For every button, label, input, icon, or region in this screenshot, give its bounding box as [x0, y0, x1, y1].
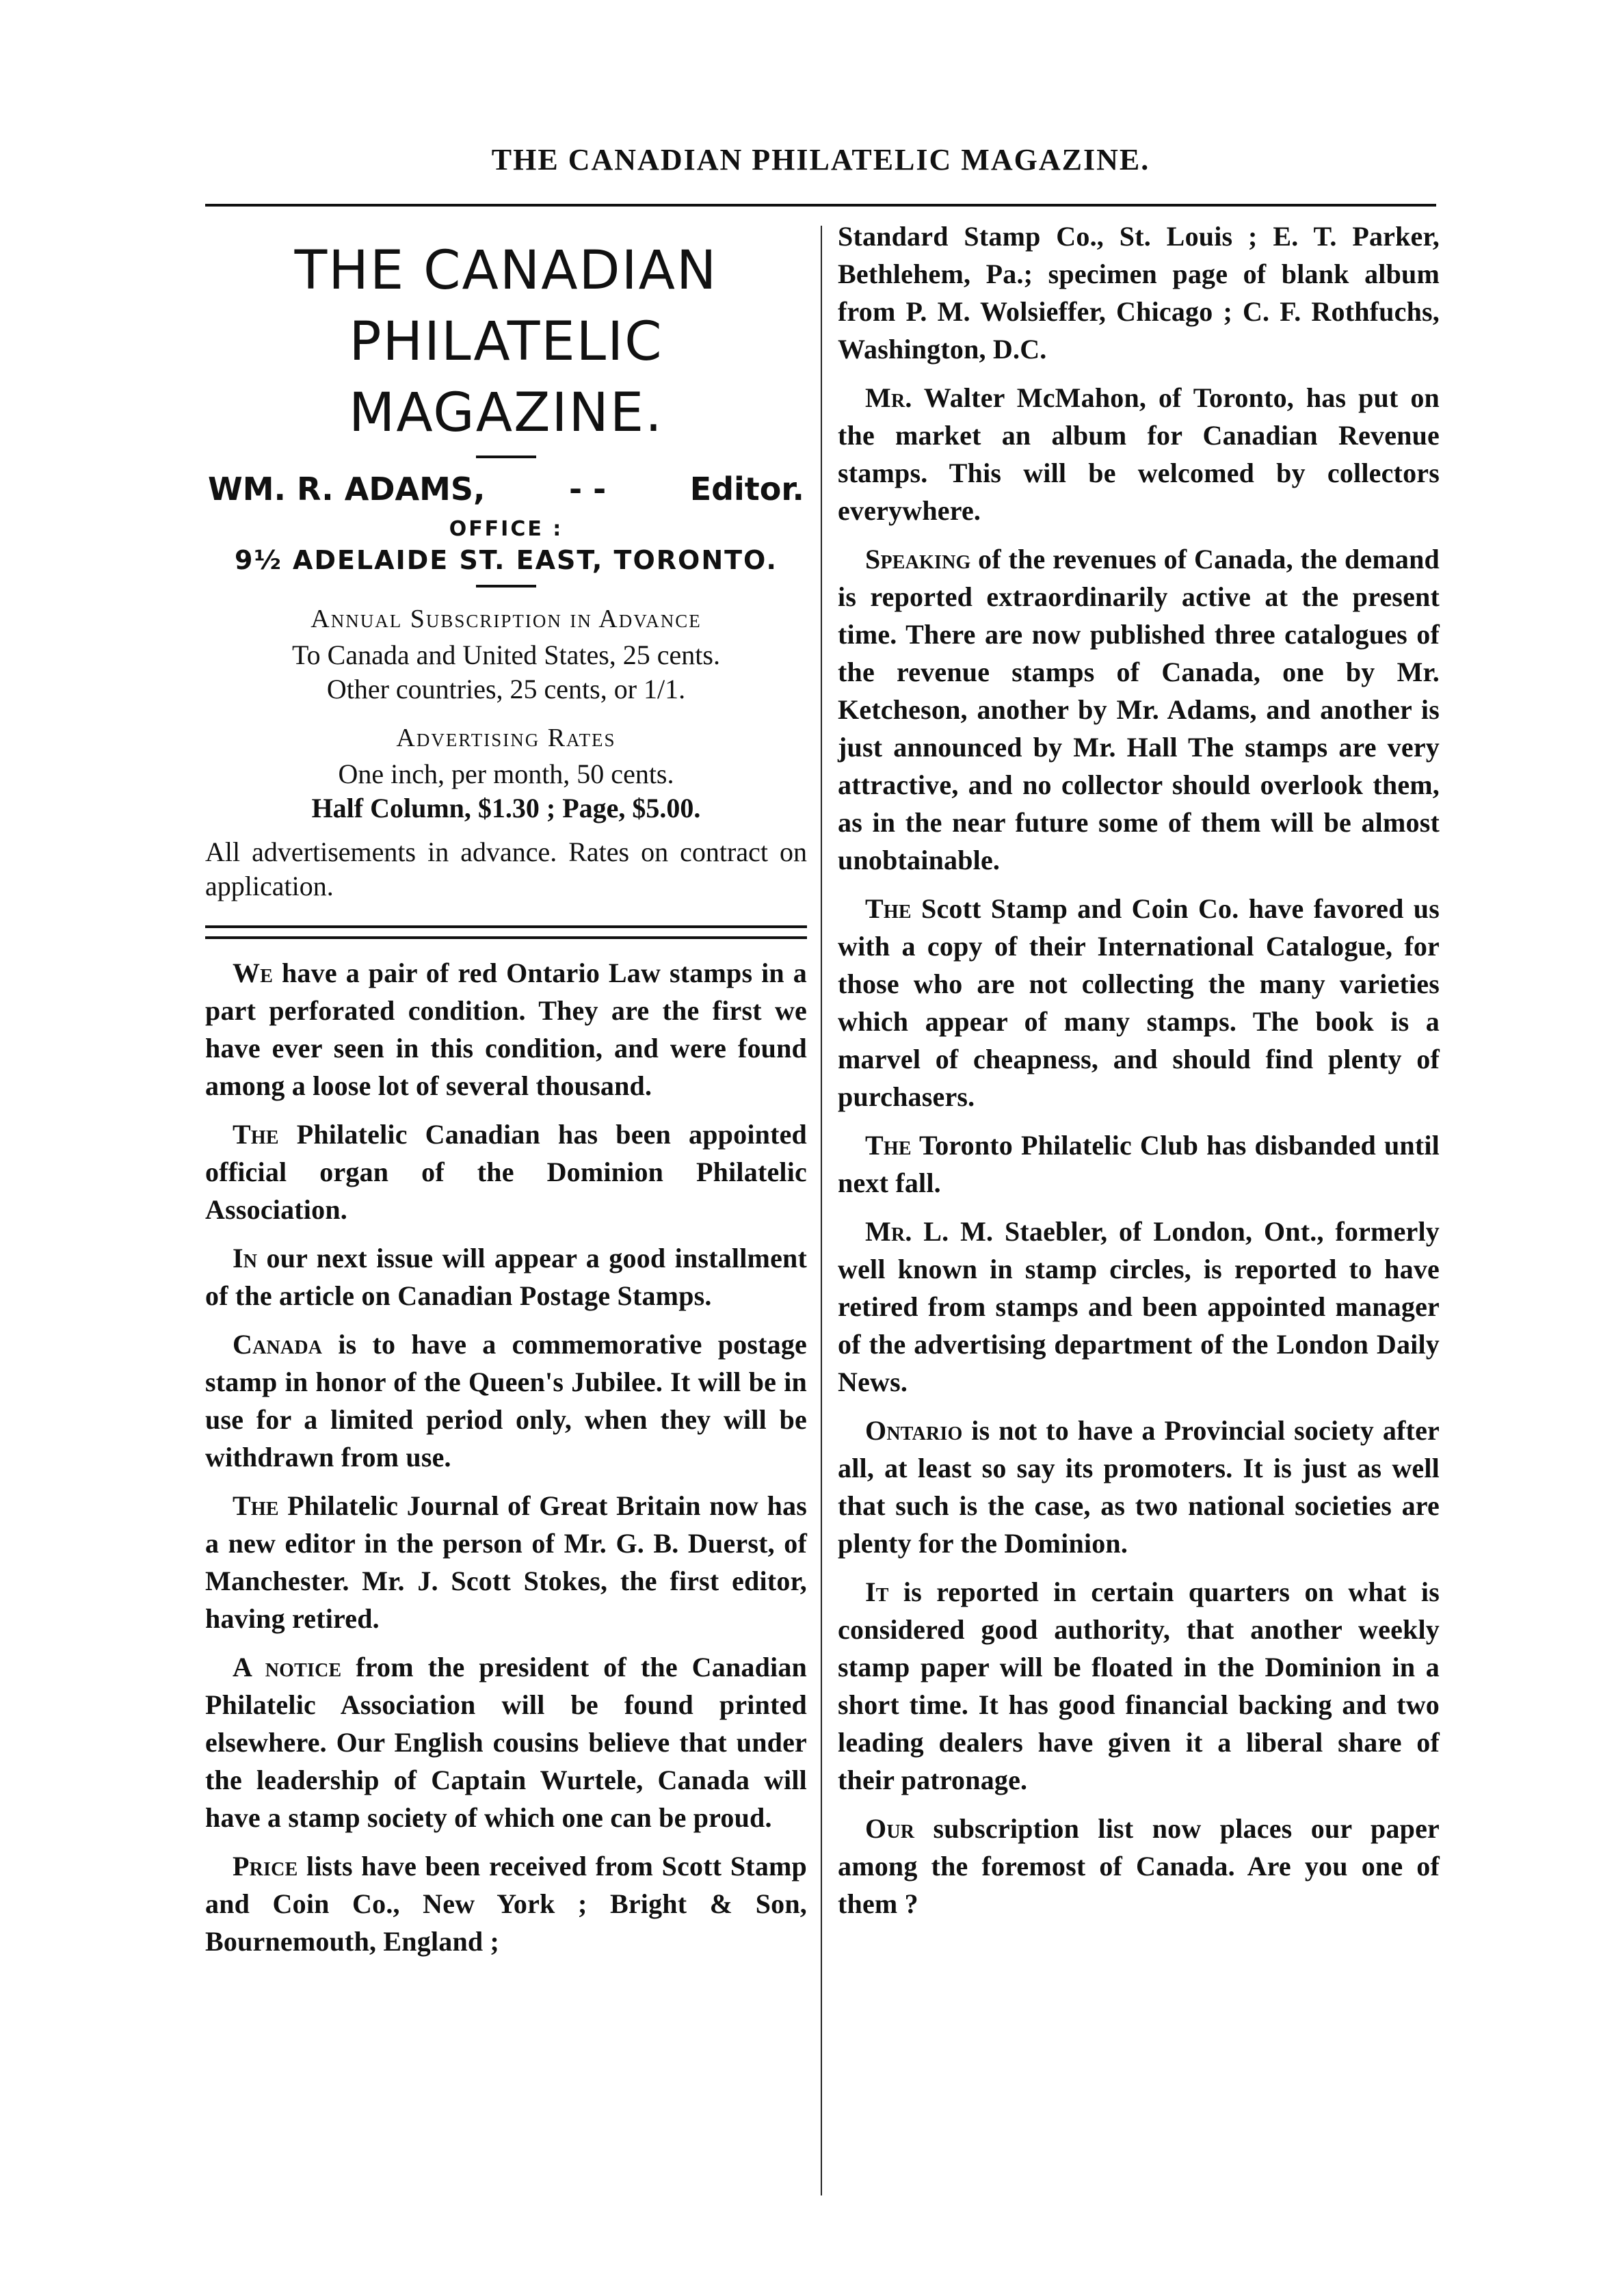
- paragraph-lead-word: Canada: [233, 1329, 323, 1360]
- paragraph-lead-word: Speaking: [865, 544, 971, 575]
- paragraph-text: from the president of the Canadian Philatelic Association will be found printed elsewhere. Our English cousins believe that under the leadership of Captain Wurtele, Canada will have a stamp society of which one can be proud.: [205, 1652, 807, 1833]
- paragraph-lead-word: Ontario: [865, 1415, 963, 1446]
- column-divider: [821, 226, 822, 2195]
- paragraph-text: Walter McMahon, of Toronto, has put on the market an album for Canadian Revenue stamps. This will be welcomed by collectors everywhere.: [838, 382, 1440, 526]
- paragraph-text: our next issue will appear a good installment of the article on Canadian Postage Stamps.: [205, 1243, 807, 1311]
- paragraph-lead-word: Mr.: [865, 382, 912, 413]
- news-paragraph: [205, 1325, 807, 1476]
- paragraph-lead-word: A notice: [233, 1652, 342, 1683]
- paragraph-text: Standard Stamp Co., St. Louis ; E. T. Parker, Bethlehem, Pa.; specimen page of blank album from P. M. Wolsieffer, Chicago ; C. F. Rothfuchs, Washington, D.C.: [838, 221, 1440, 365]
- news-paragraph: [838, 1412, 1440, 1562]
- paragraph-text: of the revenues of Canada, the demand is reported extraordinarily active at the present time. There are now published three catalogues of the revenue stamps of Canada, one by Mr. Ketcheson, another by Mr. Adams, and another is just announced by Mr. Hall The stamps are very attractive, and no collector should overlook them, as in the near future some of them will be almost unobtainable.: [838, 544, 1440, 875]
- paragraph-text: L. M. Staebler, of London, Ont., formerly well known in stamp circles, is reported to have retired from stamps and been appointed manager of the advertising department of the London Daily News.: [838, 1216, 1440, 1397]
- masthead-rule: [476, 456, 536, 458]
- paragraph-lead-word: The: [865, 893, 912, 924]
- paragraph-lead-word: The: [233, 1490, 279, 1521]
- editor-role: Editor.: [689, 471, 804, 507]
- news-paragraph: [838, 540, 1440, 879]
- paragraph-text: is not to have a Provincial society after all, at least so say its promoters. It is just as well that such is the case, as two national societies are plenty for the Dominion.: [838, 1415, 1440, 1559]
- paragraph-lead-word: It: [865, 1576, 889, 1607]
- paragraph-lead-word: Mr.: [865, 1216, 912, 1247]
- right-column: [838, 217, 1440, 1934]
- paragraph-lead-word: Our: [865, 1813, 915, 1844]
- advertising-line-2: Half Column, $1.30 ; Page, $5.00.: [311, 793, 701, 823]
- office-label: OFFICE :: [449, 517, 564, 541]
- news-paragraph: [205, 1116, 807, 1228]
- address-rule: [476, 585, 536, 588]
- masthead-title: [205, 235, 807, 449]
- news-paragraph: [205, 954, 807, 1105]
- paragraph-text: is to have a commemorative postage stamp in honor of the Queen's Jubilee. It will be in use for a limited period only, when they will be withdrawn from use.: [205, 1329, 807, 1473]
- editor-line: [208, 471, 804, 507]
- news-paragraph: [838, 890, 1440, 1116]
- masthead-title-line2: PHILATELIC MAGAZINE.: [349, 311, 663, 444]
- advertising-note: All advertisements in advance. Rates on contract on application.: [205, 836, 807, 901]
- left-column-paragraphs: [205, 954, 807, 1960]
- news-paragraph: [205, 1648, 807, 1836]
- paragraph-text: is reported in certain quarters on what is considered good authority, that another weekly stamp paper will be floated in the Dominion in a short time. It has good financial backing and two leading dealers have given it a liberal share of their patronage.: [838, 1576, 1440, 1795]
- subscription-heading: Annual Subscription in Advance: [310, 605, 702, 633]
- paragraph-lead-word: Price: [233, 1851, 298, 1882]
- left-column: [205, 217, 807, 1971]
- advertising-line-1: One inch, per month, 50 cents.: [338, 758, 674, 789]
- paragraph-text: Philatelic Journal of Great Britain now has a new editor in the person of Mr. G. B. Duerst, of Manchester. Mr. J. Scott Stokes, the first editor, having retired.: [205, 1490, 807, 1634]
- news-paragraph: [205, 1847, 807, 1960]
- advertising-heading: Advertising Rates: [396, 724, 616, 752]
- subscription-line-1: To Canada and United States, 25 cents.: [292, 639, 720, 670]
- paragraph-lead-word: The: [865, 1130, 912, 1161]
- news-paragraph: [838, 379, 1440, 529]
- news-paragraph: [838, 1126, 1440, 1202]
- paragraph-text: lists have been received from Scott Stamp and Coin Co., New York ; Bright & Son, Bournemouth, England ;: [205, 1851, 807, 1957]
- subscription-line-2: Other countries, 25 cents, or 1/1.: [326, 674, 686, 704]
- paragraph-text: have a pair of red Ontario Law stamps in a part perforated condition. They are the first we have ever seen in this condition, and were found among a loose lot of several thousand.: [205, 958, 807, 1101]
- header-rule: [205, 204, 1436, 207]
- editor-name: WM. R. ADAMS,: [208, 471, 486, 507]
- paragraph-lead-word: In: [233, 1243, 258, 1274]
- paragraph-lead-word: The: [233, 1119, 279, 1150]
- news-paragraph: [205, 1239, 807, 1315]
- news-paragraph: [838, 217, 1440, 368]
- paragraph-text: Toronto Philatelic Club has disbanded until next fall.: [838, 1130, 1440, 1198]
- masthead-double-rule: [205, 925, 807, 939]
- paragraph-text: subscription list now places our paper among the foremost of Canada. Are you one of them ?: [838, 1813, 1440, 1919]
- running-head: THE CANADIAN PHILATELIC MAGAZINE.: [491, 143, 1150, 176]
- paragraph-text: Philatelic Canadian has been appointed official organ of the Dominion Philatelic Association.: [205, 1119, 807, 1225]
- paragraph-text: Scott Stamp and Coin Co. have favored us with a copy of their International Catalogue, for those who are not collecting the many varieties which appear of many stamps. The book is a marvel of cheapness, and should find plenty of purchasers.: [838, 893, 1440, 1112]
- news-paragraph: [205, 1487, 807, 1637]
- editor-dashes: - -: [569, 471, 607, 507]
- news-paragraph: [838, 1810, 1440, 1923]
- office-address: 9½ ADELAIDE ST. EAST, TORONTO.: [235, 545, 778, 575]
- right-column-paragraphs: [838, 217, 1440, 1923]
- masthead-title-line1: THE CANADIAN: [294, 240, 718, 302]
- paragraph-lead-word: We: [233, 958, 274, 988]
- news-paragraph: [838, 1573, 1440, 1799]
- news-paragraph: [838, 1213, 1440, 1401]
